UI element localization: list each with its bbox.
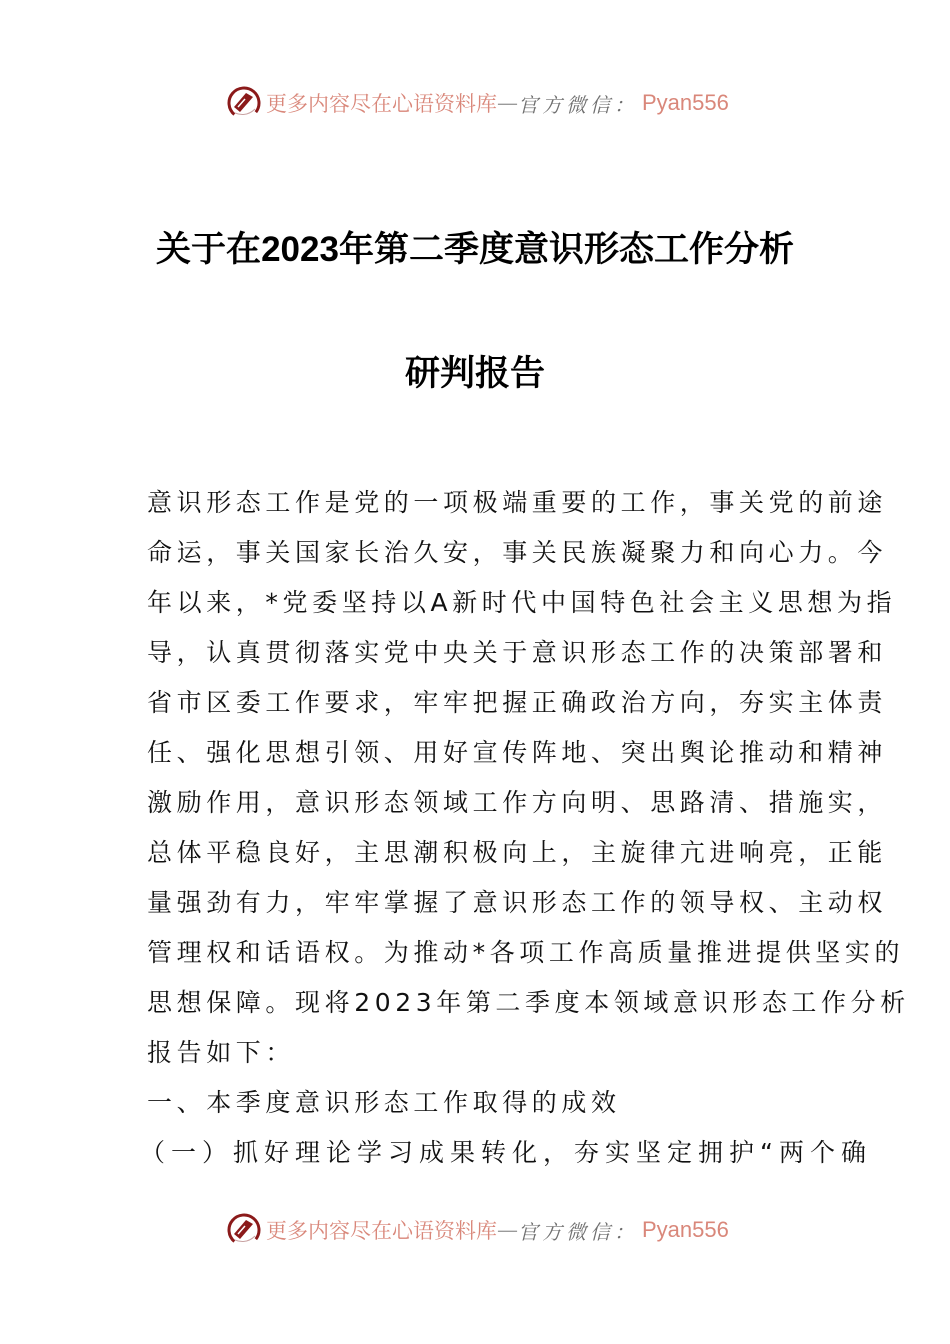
paragraph-line: 总体平稳良好，主思潮积极向上，主旋律亢进响亮，正能 [147, 838, 888, 867]
paragraph-line: 年以来，*党委坚持以A新时代中国特色社会主义思想为指 [147, 588, 897, 617]
paragraph-line: 意识形态工作是党的一项极端重要的工作，事关党的前途 [147, 488, 888, 517]
section-heading-1: 一、本季度意识形态工作取得的成效 [147, 1088, 621, 1117]
document-title-line-1 [0, 222, 950, 272]
paragraph-line: 任、强化思想引领、用好宣传阵地、突出舆论推动和精神 [147, 738, 888, 767]
title-prefix: 关于在 [156, 230, 262, 270]
watermark-dash: — [497, 91, 518, 115]
paragraph-line: 报告如下： [147, 1038, 296, 1067]
watermark-wechat-id: Pyan556 [642, 90, 729, 115]
document-title-line-2: 研判报告 [404, 354, 545, 394]
watermark-header [226, 83, 729, 123]
paragraph-line: 激励作用，意识形态领域工作方向明、思路清、措施实， [147, 788, 888, 817]
watermark-dash: — [497, 1218, 518, 1242]
paragraph-line: 导，认真贯彻落实党中央关于意识形态工作的决策部署和 [147, 638, 888, 667]
title-suffix: 年第二季度意识形态工作分析 [338, 230, 794, 270]
watermark-slogan: 更多内容尽在心语资料库 [266, 92, 497, 116]
paragraph-line: 管理权和话语权。为推动*各项工作高质量推进提供坚实的 [147, 938, 905, 967]
paragraph-line: 省市区委工作要求，牢牢把握正确政治方向，夯实主体责 [147, 688, 888, 717]
watermark-wechat-label: 官方微信： [518, 1219, 638, 1244]
watermark-footer [226, 1210, 729, 1250]
intro-paragraph [147, 478, 910, 1078]
watermark-wechat-label: 官方微信： [518, 92, 638, 117]
paragraph-line: 思想保障。现将2023年第二季度本领域意识形态工作分析 [147, 988, 910, 1017]
paragraph-line: 命运，事关国家长治久安，事关民族凝聚力和向心力。今 [147, 538, 888, 567]
pen-nib-logo-icon [226, 1212, 262, 1248]
sub-heading-1-1: （一）抓好理论学习成果转化，夯实坚定拥护“两个确 [140, 1138, 872, 1167]
watermark-slogan: 更多内容尽在心语资料库 [266, 1219, 497, 1243]
title-year: 2023 [261, 230, 339, 269]
pen-nib-logo-icon [226, 85, 262, 121]
watermark-wechat-id: Pyan556 [642, 1217, 729, 1242]
paragraph-line: 量强劲有力，牢牢掌握了意识形态工作的领导权、主动权 [147, 888, 888, 917]
